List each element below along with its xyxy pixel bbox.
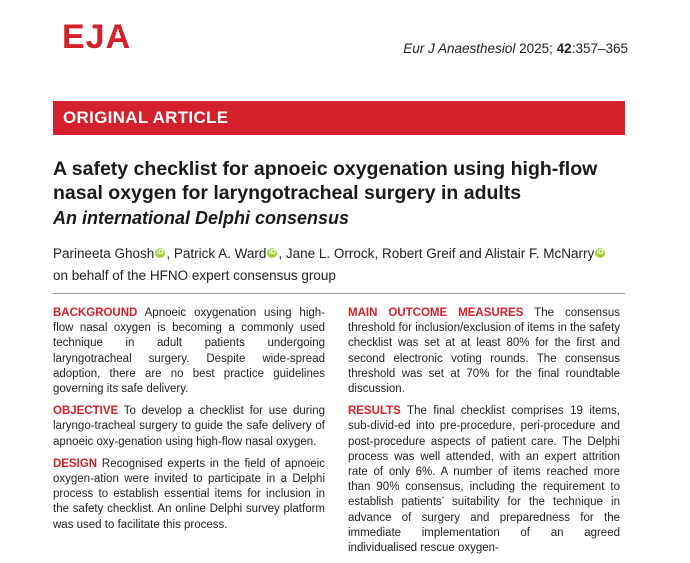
background-text: Apnoeic oxygenation using high-flow nasal oxygen is becoming a commonly used technique in adult patients undergoing laryngotracheal surgery. Despite wide-spread adoption, there are no best practice guidelines governing its safe delivery. [53, 307, 325, 396]
results-text: The final checklist comprises 19 items, sub-divid-ed into pre-procedure, peri-procedure and post-procedure aspects of patient care. The Delphi process was well attended, with an expert attrition rate of only 6%. A number of items reached more than 90% consensus, including the requirement to establish patients’ suitability for the technique in advance of surgery and preparedness for the immediate implementation of an agreed individualised rescue oxygen- [348, 405, 620, 555]
abstract-left-column [53, 306, 325, 540]
author-list [53, 243, 633, 287]
orcid-icon[interactable]: iD [156, 249, 164, 256]
abstract-right-column [348, 306, 620, 563]
orcid-icon[interactable]: iD [596, 249, 604, 256]
author-separator: , [374, 246, 382, 261]
abstract-top-rule [53, 293, 625, 294]
outcome-text: The consensus threshold for inclusion/exclusion of items in the safety checklist was set at at least 80% for the first and second electronic voting rounds. The consensus threshold was set at 70% for the final roundtable discussion. [348, 307, 620, 396]
abstract-results [348, 404, 620, 556]
author-name: Parineeta Ghosh [53, 246, 155, 261]
author-name: Robert Greif [381, 246, 456, 261]
article-type-banner: ORIGINAL ARTICLE [53, 101, 625, 135]
abstract-outcome [348, 306, 620, 397]
article-subtitle: An international Delphi consensus [53, 208, 350, 228]
objective-heading: OBJECTIVE [53, 405, 119, 418]
results-heading: RESULTS [348, 405, 401, 418]
citation-journal: Eur J Anaesthesiol [403, 41, 516, 56]
design-text: Recognised experts in the field of apnoeic oxygen-ation were invited to participate in a Delphi process to establish essential items for inclusion in the safety checklist. An online Delphi survey platform was used to facilitate this process. [53, 457, 325, 531]
author-separator: , [278, 246, 286, 261]
abstract-objective [53, 404, 325, 450]
abstract-background [53, 306, 325, 397]
orcid-icon[interactable]: iD [268, 249, 276, 256]
citation-pages: :357–365 [571, 41, 628, 56]
outcome-heading: MAIN OUTCOME MEASURES [348, 307, 524, 319]
journal-logo: EJA [62, 18, 132, 56]
citation-year: 2025; [519, 41, 553, 56]
author-names [53, 246, 606, 261]
article-title: A safety checklist for apnoeic oxygenation using high-flow nasal oxygen for laryngotracheal surgery in adults [53, 158, 598, 204]
background-heading: BACKGROUND [53, 307, 138, 319]
author-group: on behalf of the HFNO expert consensus group [53, 268, 336, 283]
objective-text: To develop a checklist for use during laryngo-tracheal surgery to guide the safe delivery of apnoeic oxy-genation using high-flow nasal oxygen. [53, 405, 325, 448]
author-name: Jane L. Orrock [285, 246, 375, 261]
author-separator: and [455, 246, 485, 261]
design-heading: DESIGN [53, 457, 98, 470]
author-name: Patrick A. Ward [173, 246, 267, 261]
abstract-design [53, 457, 325, 533]
journal-citation [403, 41, 628, 56]
author-separator: , [166, 246, 174, 261]
citation-volume: 42 [556, 41, 572, 56]
author-name: Alistair F. McNarry [484, 246, 595, 261]
